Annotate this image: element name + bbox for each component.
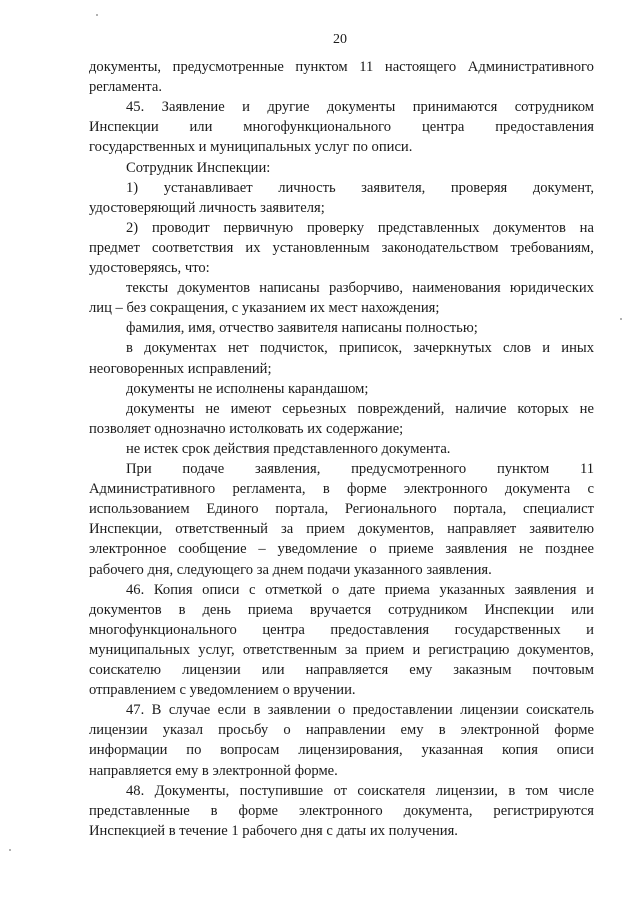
text-line: документы, предусмотренные пунктом 11 настоящего Административного [89, 59, 594, 75]
text-line: 46. Копия описи с отметкой о дате приема указанных заявления и [126, 581, 594, 598]
text-line: 47. В случае если в заявлении о предоставлении лицензии соискатель [126, 702, 594, 719]
text-line: регламента. [89, 79, 162, 96]
text-line: информации по вопросам лицензирования, указанная копия описи [89, 742, 594, 759]
text-line: в документах нет подчисток, приписок, зачеркнутых слов и иных [126, 340, 594, 357]
text-line: 1) устанавливает личность заявителя, проверяя документ, [126, 179, 594, 196]
text-line: предмет соответствия их установленным законодательством требованиям, [89, 239, 594, 256]
text-line: документы не исполнены карандашом; [126, 380, 369, 397]
text-line: муниципальных услуг, ответственным за прием и регистрацию документов, [89, 641, 594, 658]
text-line: использованием Единого портала, Регионального портала, специалист [89, 501, 594, 518]
text-line: лицензии указал просьбу о направлении ему в электронной форме [89, 722, 594, 739]
page-number: 20 [333, 32, 347, 47]
text-line: позволяет однозначно истолковать их содержание; [89, 420, 404, 437]
text-line: лиц – без сокращения, с указанием их мест нахождения; [89, 300, 440, 317]
scan-speck [620, 318, 622, 320]
text-line: 48. Документы, поступившие от соискателя лицензии, в том числе [126, 782, 594, 799]
text-line: При подаче заявления, предусмотренного пунктом 11 [126, 461, 594, 477]
text-line: Инспекции или многофункционального центра предоставления [89, 119, 594, 136]
scan-speck [96, 14, 98, 16]
text-line: неоговоренных исправлений; [89, 360, 272, 377]
text-line: представленные в форме электронного документа, регистрируются [89, 802, 594, 819]
text-line: Административного регламента, в форме электронного документа с [89, 481, 594, 498]
text-line: Сотрудник Инспекции: [126, 159, 271, 176]
text-line: фамилия, имя, отчество заявителя написаны полностью; [126, 320, 478, 337]
text-line: документов в день приема вручается сотрудником Инспекции или [89, 601, 594, 618]
text-line: государственных и муниципальных услуг по описи. [89, 139, 413, 156]
text-line: рабочего дня, следующего за днем подачи указанного заявления. [89, 561, 492, 578]
text-line: Инспекцией в течение 1 рабочего дня с даты их получения. [89, 822, 458, 839]
scan-speck [9, 849, 11, 851]
text-line: многофункционального центра предоставления государственных и [89, 621, 594, 638]
text-line: Инспекции, ответственный за прием документов, направляет заявителю [89, 521, 594, 538]
text-line: удостоверяясь, что: [89, 260, 210, 276]
text-line: отправлением с уведомлением о вручении. [89, 682, 356, 699]
text-line: соискателю лицензии или направляется ему заказным почтовым [89, 662, 594, 678]
text-line: не истек срок действия представленного документа. [126, 440, 451, 457]
text-line: документы не имеют серьезных повреждений, наличие которых не [126, 400, 594, 417]
text-line: электронное сообщение – уведомление о приеме заявления не позднее [89, 541, 594, 558]
text-line: направляется ему в электронной форме. [89, 762, 338, 779]
text-line: удостоверяющий личность заявителя; [89, 199, 325, 216]
text-line: тексты документов написаны разборчиво, наименования юридических [126, 280, 594, 297]
text-line: 2) проводит первичную проверку представленных документов на [126, 219, 594, 236]
text-line: 45. Заявление и другие документы принимаются сотрудником [126, 99, 594, 116]
